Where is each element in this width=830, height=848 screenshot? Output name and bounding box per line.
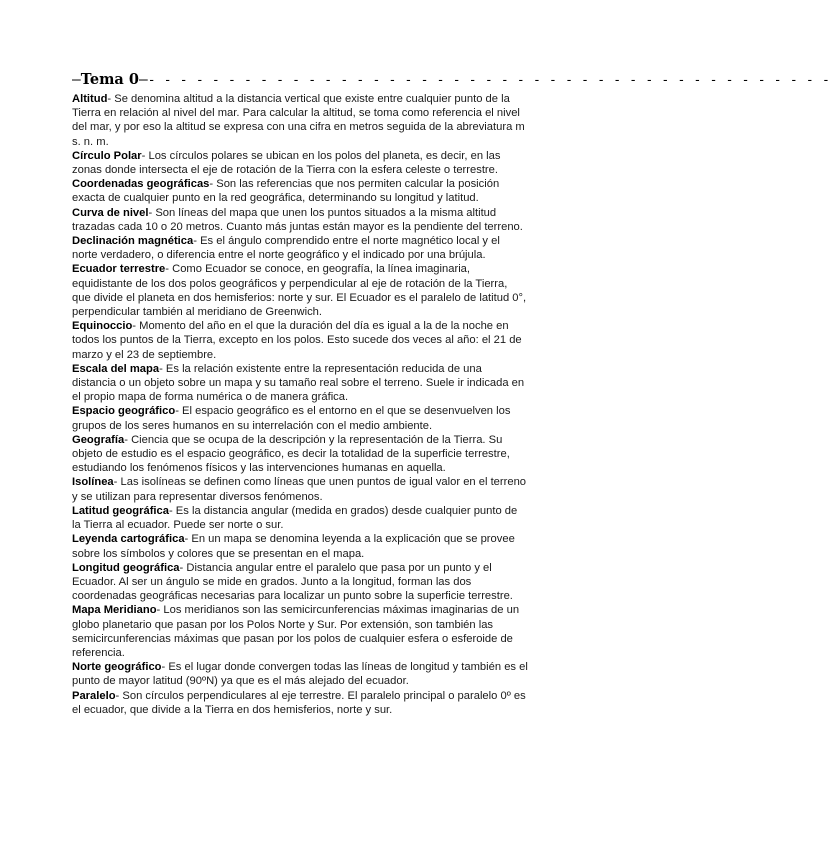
glossary-definition: - Son círculos perpendiculares al eje terrestre. El paralelo principal o paralelo 0º es el ecuador, que divide a la Tierra en dos hemisferios, norte y sur.: [72, 689, 526, 716]
glossary-definition: - Momento del año en el que la duración del día es igual a la de la noche en todos los puntos de la Tierra, excepto en los polos. Esto sucede dos veces al año: el 21 de marzo y el 23 de septiembre.: [72, 320, 522, 361]
glossary-term: Coordenadas geográficas: [72, 178, 210, 191]
glossary-definition: - Se denomina altitud a la distancia vertical que existe entre cualquier punto de la Tierra en relación al nivel del mar. Para calcular la altitud, se toma como referencia el nivel del mar, y por eso la altitud se expresa con una cifra en metros seguida de la abreviatura m s. n. m.: [72, 93, 525, 148]
glossary-definition: - En un mapa se denomina leyenda a la explicación que se provee sobre los símbolos y colores que se presentan en el mapa.: [72, 533, 515, 560]
heading-title: Tema 0: [80, 71, 139, 88]
glossary-entry: [72, 234, 528, 262]
glossary-definition: - Las isolíneas se definen como líneas que unen puntos de igual valor en el terreno y se utilizan para representar diversos fenómenos.: [72, 476, 527, 503]
glossary-term: Norte geográfico: [72, 661, 162, 674]
glossary-term: Longitud geográfica: [72, 561, 180, 574]
glossary-definition: - Los círculos polares se ubican en los polos del planeta, es decir, en las zonas donde intersecta el eje de rotación de la Tierra con la esfera celeste o terrestre.: [72, 149, 501, 177]
glossary-definition: - Es el ángulo comprendido entre el norte magnético local y el norte verdadero, o diferencia entre el norte geográfico y el indicado por una brújula.: [72, 235, 500, 262]
glossary-entry: [72, 206, 528, 234]
glossary-entry: [72, 660, 528, 688]
glossary-term: Ecuador terrestre: [72, 263, 166, 276]
glossary-term: Declinación magnética: [72, 235, 194, 248]
glossary-entry: [72, 689, 528, 717]
heading-trail-dash: —: [138, 72, 148, 88]
glossary-entry: [72, 319, 528, 362]
glossary: [72, 92, 528, 717]
glossary-term: Paralelo: [72, 689, 116, 702]
glossary-term: Mapa Meridiano: [72, 604, 157, 617]
glossary-entry: [72, 561, 528, 604]
glossary-entry: [72, 504, 528, 532]
glossary-term: Escala del mapa: [72, 362, 160, 375]
glossary-term: Latitud geográfica: [72, 504, 169, 517]
glossary-entry: [72, 603, 528, 660]
glossary-entry: [72, 362, 528, 405]
glossary-entry: [72, 404, 528, 432]
glossary-entry: [72, 149, 528, 177]
heading-lead-dash: —: [72, 72, 81, 88]
glossary-entry: [72, 532, 528, 560]
glossary-entry: [72, 92, 528, 149]
glossary-term: Curva de nivel: [72, 206, 149, 219]
glossary-definition: - Es la relación existente entre la representación reducida de una distancia o un objeto sobre un mapa y su tamaño real sobre el terreno. Suele ir indicada en el propio mapa de forma numérica o de manera gráfica.: [72, 362, 525, 404]
glossary-entry: [72, 262, 528, 319]
glossary-term: Espacio geográfico: [72, 405, 176, 418]
glossary-definition: - Ciencia que se ocupa de la descripción y la representación de la Tierra. Su objeto de estudio es el espacio geográfico, es decir la totalidad de la superficie terrestre, estudiando los fenómenos físicos y las intervenciones humanas en aquella.: [72, 433, 510, 475]
glossary-definition: - Es la distancia angular (medida en grados) desde cualquier punto de la Tierra al ecuador. Puede ser norte o sur.: [72, 504, 518, 532]
glossary-term: Isolínea: [72, 476, 114, 489]
glossary-term: Equinoccio: [72, 320, 133, 333]
glossary-definition: - Los meridianos son las semicircunferencias máximas imaginarias de un globo planetario que pasan por los Polos Norte y Sur. Por extensión, son también las semicircunferencias máximas que pasan por los polos de cualquier esfera o esferoide de referencia.: [72, 604, 520, 659]
glossary-term: Leyenda cartográfica: [72, 533, 185, 546]
glossary-term: Geografía: [72, 433, 125, 446]
glossary-definition: - Son las referencias que nos permiten calcular la posición exacta de cualquier punto en la red geográfica, determinando su longitud y latitud.: [72, 178, 500, 205]
heading-dashed-rule: - - - - - - - - - - - - - - - - - - - - - - - - - - - - - - - - - - - - - - - - - - -: [147, 73, 830, 88]
glossary-entry: [72, 433, 528, 476]
glossary-entry: [72, 475, 528, 503]
glossary-definition: - Son líneas del mapa que unen los puntos situados a la misma altitud trazadas cada 10 o 20 metros. Cuanto más juntas están mayor es la pendiente del terreno.: [72, 206, 523, 233]
glossary-entry: [72, 177, 528, 205]
glossary-definition: - Como Ecuador se conoce, en geografía, la línea imaginaria, equidistante de los dos polos geográficos y perpendicular al eje de rotación de la Tierra, que divide el planeta en dos hemisferios: norte y sur. El Ecuador es el paralelo de latitud 0°, perpendicular también al meridiano de Greenwich.: [72, 263, 527, 319]
glossary-definition: - Es el lugar donde convergen todas las líneas de longitud y también es el punto de mayor latitud (90ºN) ya que es el más alejado del ecuador.: [72, 661, 528, 688]
glossary-term: Altitud: [72, 93, 108, 105]
glossary-definition: - El espacio geográfico es el entorno en el que se desenvuelven los grupos de los seres humanos en su interrelación con el medio ambiente.: [72, 405, 511, 432]
glossary-definition: - Distancia angular entre el paralelo que pasa por un punto y el Ecuador. Al ser un ángulo se mide en grados. Junto a la longitud, forman las dos coordenadas geográficas necesarias para localizar un punto sobre la superficie terrestre.: [72, 561, 513, 603]
section-heading: [72, 70, 830, 90]
glossary-term: Círculo Polar: [72, 149, 142, 162]
